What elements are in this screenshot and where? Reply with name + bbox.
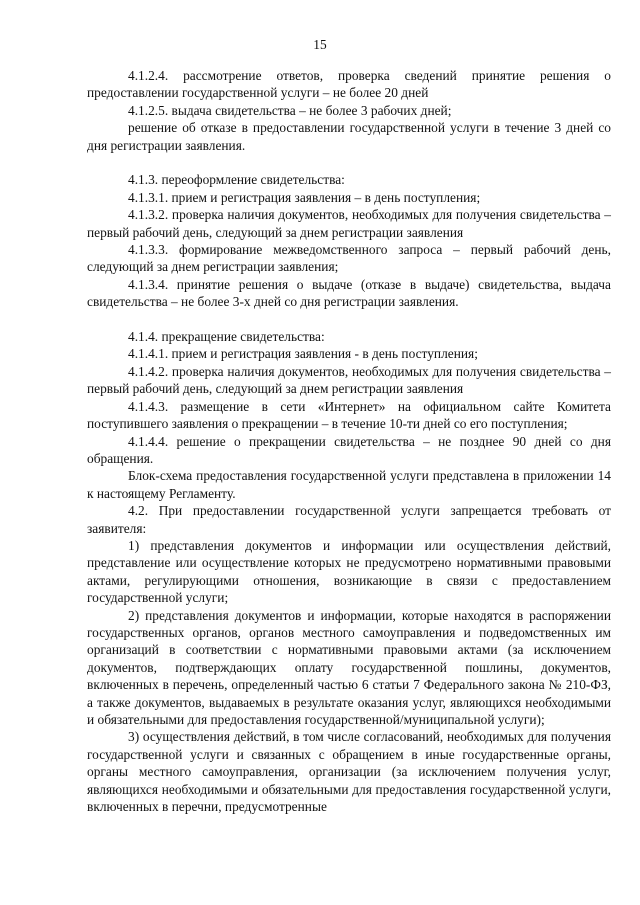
page-number: 15 (313, 37, 327, 52)
paragraph-4-1-3-1: 4.1.3.1. прием и регистрация заявления – в день поступления; (128, 189, 481, 205)
paragraph-4-2: 4.2. При предоставлении государственной услуги запрещается требовать от заявителя: (87, 503, 611, 536)
paragraph-4-1-2-5: 4.1.2.5. выдача свидетельства – не более 3 рабочих дней; (128, 102, 452, 118)
paragraph-4-1-3: 4.1.3. переоформление свидетельства: (128, 172, 345, 188)
paragraph-4-1-4-4: 4.1.4.4. решение о прекращении свидетельства – не позднее 90 дней со дня обращения. (87, 433, 611, 466)
list-item-3: 3) осуществления действий, в том числе согласований, необходимых для получения государственной услуги и связанных с обращением в иные государственные органы, органы местного самоуправления, организации (за исключением получения услуг, являющихся необходимыми и обязательными для предоставления государственной услуги, включенных в перечни, предусмотренные (87, 729, 611, 815)
paragraph-4-1-4-2: 4.1.4.2. проверка наличия документов, необходимых для получения свидетельства – первый рабочий день, следующий за днем регистрации заявления (87, 363, 611, 397)
paragraph-4-1-4-3: 4.1.4.3. размещение в сети «Интернет» на официальном сайте Комитета поступившего заявления о прекращении – в течение 10-ти дней со его поступления; (87, 398, 611, 432)
paragraph-4-1-3-3: 4.1.3.3. формирование межведомственного запроса – первый рабочий день, следующий за днем регистрации заявления; (87, 242, 611, 275)
paragraph-4-1-4: 4.1.4. прекращение свидетельства: (128, 329, 325, 345)
paragraph-flowchart-note: Блок-схема предоставления государственной услуги представлена в приложении 14 к настоящему Регламенту. (87, 468, 611, 501)
paragraph-4-1-2-4: 4.1.2.4. рассмотрение ответов, проверка сведений принятие решения о предоставлении государственной услуги – не более 20 дней (87, 68, 611, 101)
list-item-1: 1) представления документов и информации или осуществления действий, представление или осуществление которых не предусмотрено нормативными правовыми актами, регулирующими отношения, возникающие в связи с предоставлением государственной услуги; (87, 537, 611, 606)
paragraph-refusal-decision: решение об отказе в предоставлении государственной услуги в течение 3 дней со дня регистрации заявления. (87, 120, 611, 153)
paragraph-4-1-4-1: 4.1.4.1. прием и регистрация заявления - в день поступления; (128, 346, 478, 362)
document-body (87, 67, 611, 815)
paragraph-spacer (87, 311, 611, 328)
list-item-2: 2) представления документов и информации, которые находятся в распоряжении государственных органов, органов местного самоуправления и подведомственных им организаций в соответствии с нормативными правовыми актами (за исключением документов, подтверждающих оплату государственной пошлины, документов, включенных в перечень, определенный частью 6 статьи 7 Федерального закона № 210-ФЗ, а также документов, выдаваемых в результате оказания услуг, являющихся необходимыми и обязательными для предоставления государственной/муниципальной услуги); (87, 607, 611, 727)
paragraph-4-1-3-2: 4.1.3.2. проверка наличия документов, необходимых для получения свидетельства – первый рабочий день, следующий за днем регистрации заявления (87, 207, 611, 240)
paragraph-spacer (87, 154, 611, 171)
paragraph-4-1-3-4: 4.1.3.4. принятие решения о выдаче (отказе в выдаче) свидетельства, выдача свидетельства – не более 3-х дней со дня регистрации заявления. (87, 276, 611, 310)
